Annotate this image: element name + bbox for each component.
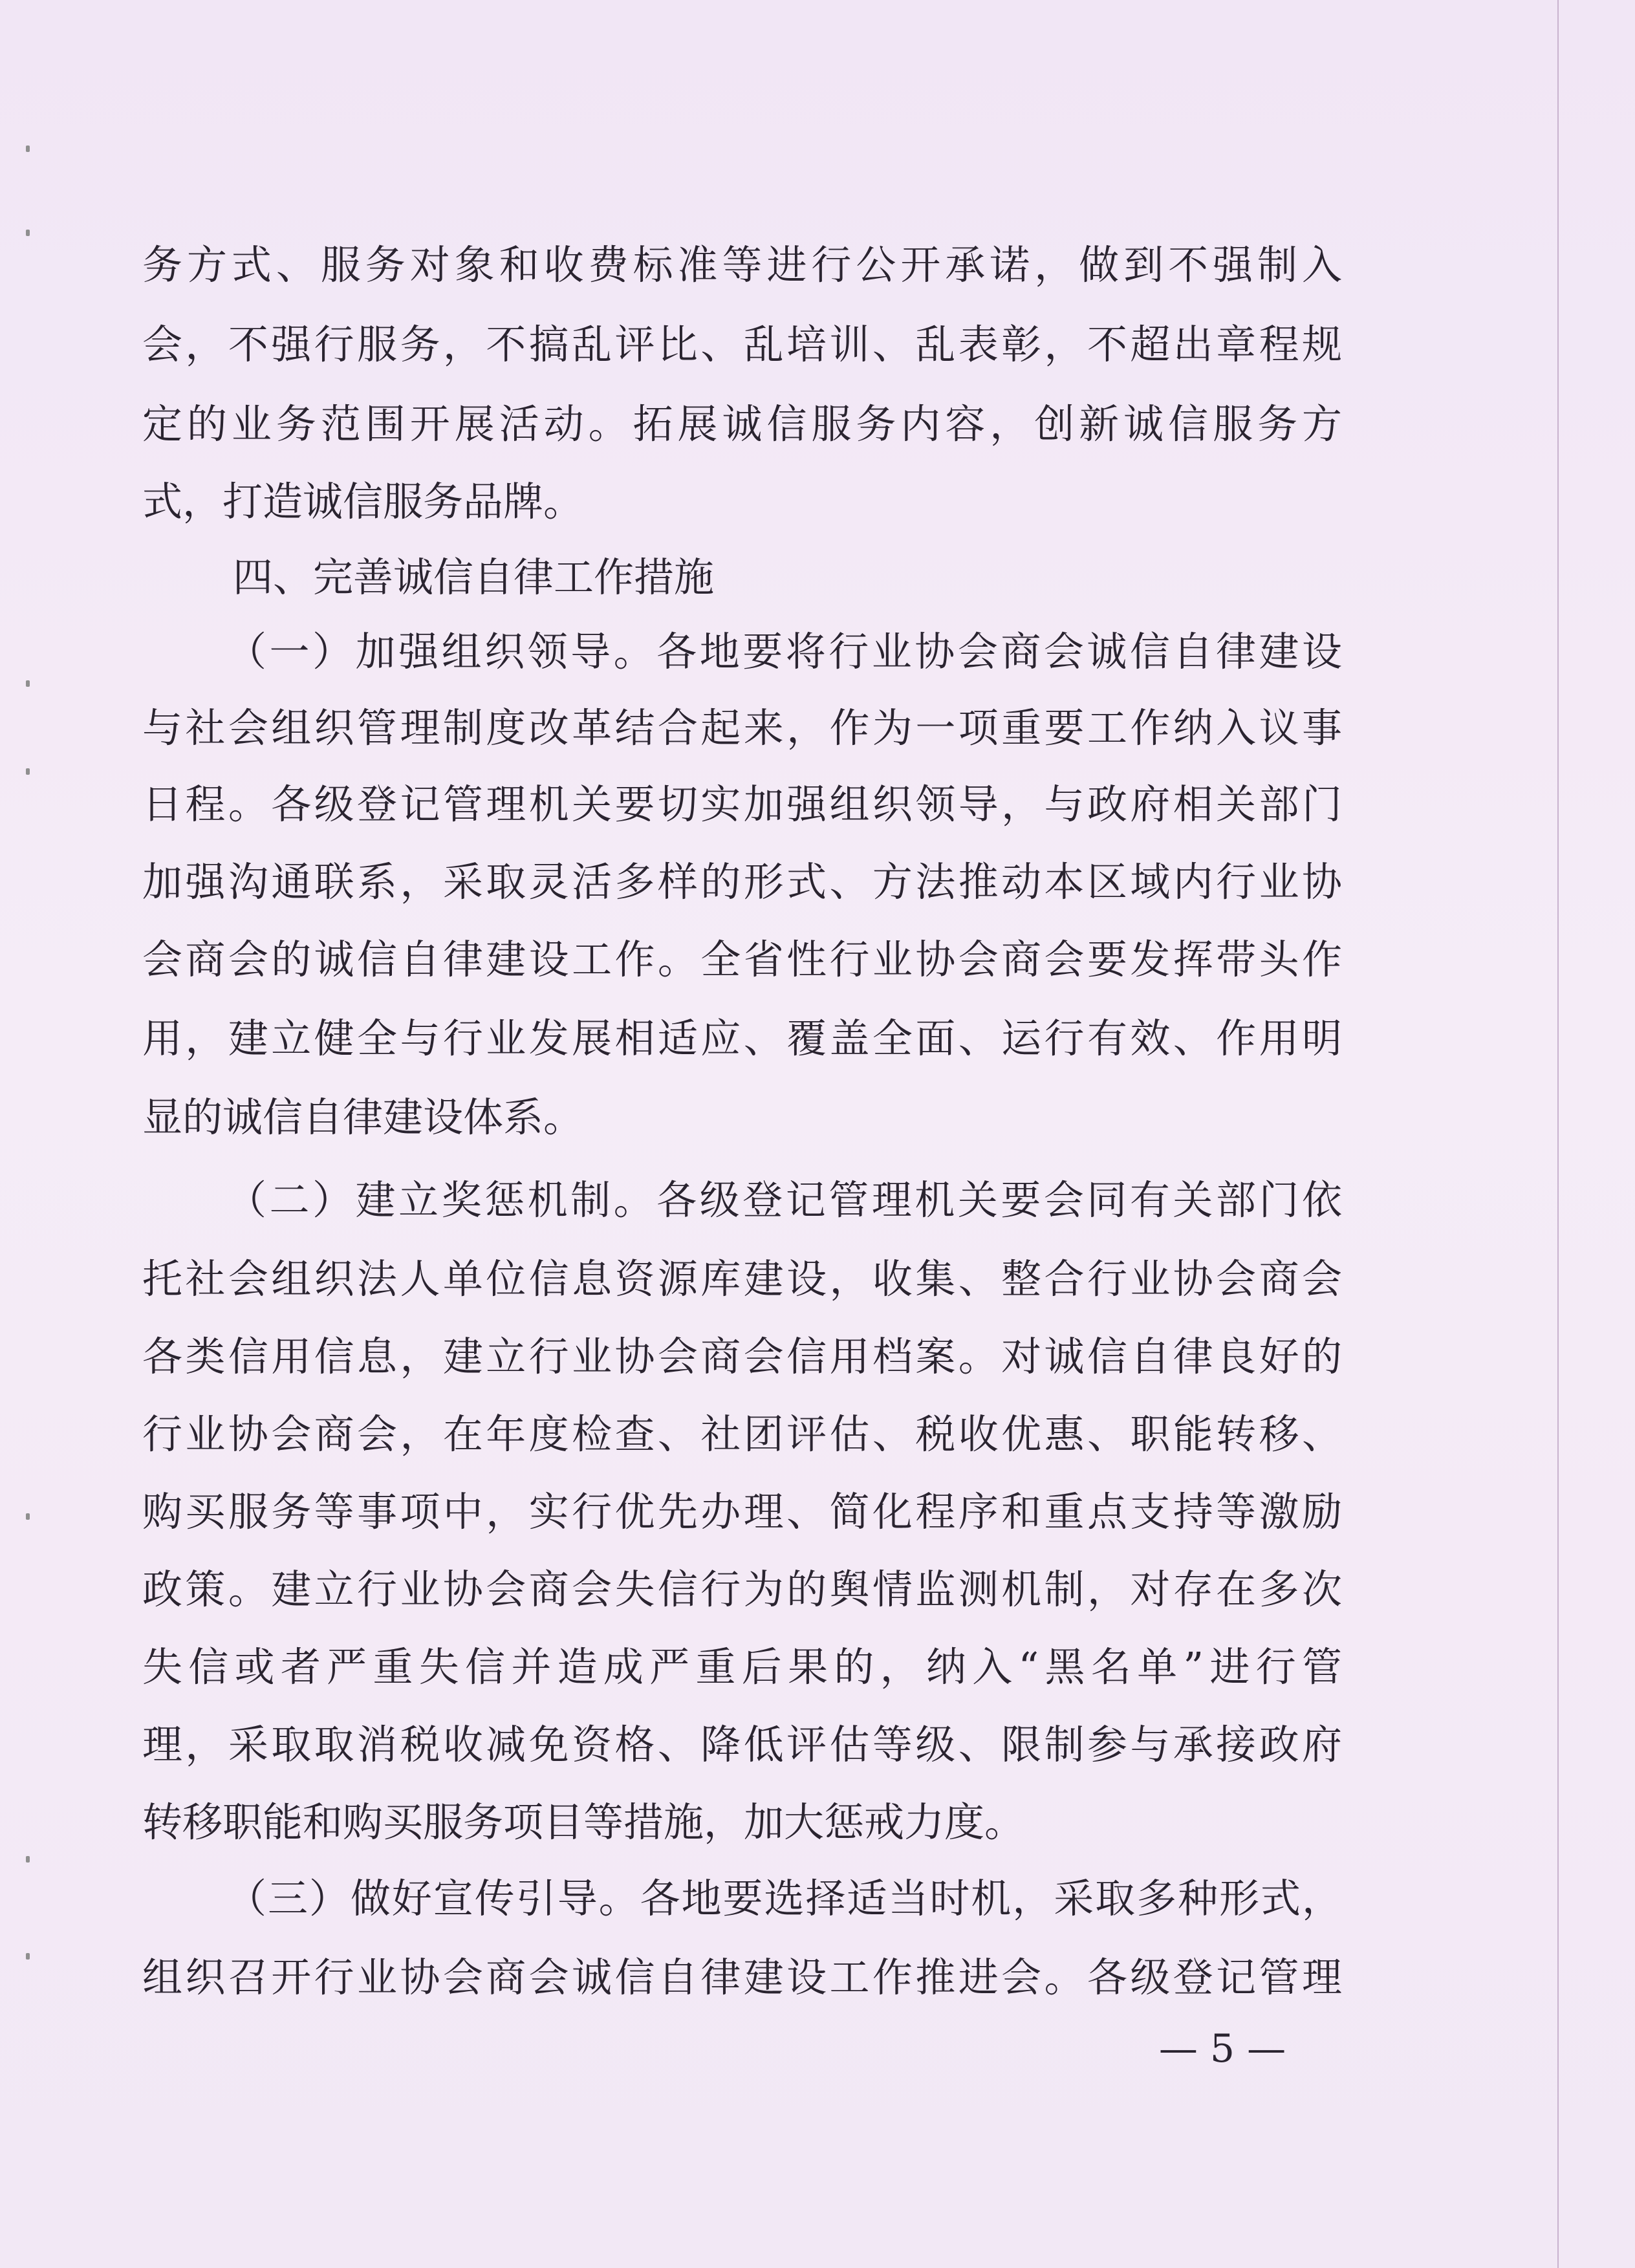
body-text-line: 理，采取取消税收减免资格、降低评估等级、限制参与承接政府 xyxy=(142,1721,1342,1768)
paragraph-first-line: （三）做好宣传引导。各地要选择适当时机，采取多种形式， xyxy=(226,1875,1342,1922)
scan-edge-mark xyxy=(26,146,30,152)
body-text-line: 政策。建立行业协会商会失信行为的舆情监测机制，对存在多次 xyxy=(142,1566,1342,1613)
body-text-line: 日程。各级登记管理机关要切实加强组织领导，与政府相关部门 xyxy=(142,781,1342,828)
section-heading: 四、完善诚信自律工作措施 xyxy=(233,554,715,601)
body-text-line: 务方式、服务对象和收费标准等进行公开承诺，做到不强制入 xyxy=(142,241,1342,288)
body-text-line: 定的业务范围开展活动。拓展诚信服务内容，创新诚信服务方 xyxy=(142,400,1342,448)
body-text-line: 式，打造诚信服务品牌。 xyxy=(142,478,584,525)
scan-edge-mark xyxy=(26,1953,30,1960)
body-text-line: 显的诚信自律建设体系。 xyxy=(142,1094,584,1141)
body-text-line: 托社会组织法人单位信息资源库建设，收集、整合行业协会商会 xyxy=(142,1255,1342,1302)
body-text-line: 各类信用信息，建立行业协会商会信用档案。对诚信自律良好的 xyxy=(142,1333,1342,1380)
body-text-line: 组织召开行业协会商会诚信自律建设工作推进会。各级登记管理 xyxy=(142,1954,1342,2001)
scan-edge-mark xyxy=(26,680,30,687)
body-text-line: 会，不强行服务，不搞乱评比、乱培训、乱表彰，不超出章程规 xyxy=(142,321,1342,368)
body-text-line: 转移职能和购买服务项目等措施，加大惩戒力度。 xyxy=(142,1798,1025,1846)
page-fold-line xyxy=(1557,0,1559,2268)
scan-edge-mark xyxy=(26,768,30,775)
scan-edge-mark xyxy=(26,1513,30,1520)
body-text-line: 行业协会商会，在年度检查、社团评估、税收优惠、职能转移、 xyxy=(142,1410,1342,1458)
paragraph-first-line: （二）建立奖惩机制。各级登记管理机关要会同有关部门依 xyxy=(226,1176,1342,1224)
body-text-line: 会商会的诚信自律建设工作。全省性行业协会商会要发挥带头作 xyxy=(142,936,1342,983)
page-number: — 5 — xyxy=(1158,2026,1286,2071)
scan-edge-mark xyxy=(26,230,30,236)
body-text-line: 用，建立健全与行业发展相适应、覆盖全面、运行有效、作用明 xyxy=(142,1015,1342,1062)
body-text-line: 与社会组织管理制度改革结合起来，作为一项重要工作纳入议事 xyxy=(142,704,1342,751)
body-text-line: 购买服务等事项中，实行优先办理、简化程序和重点支持等激励 xyxy=(142,1488,1342,1535)
body-text-line: 失信或者严重失信并造成严重后果的，纳入“黑名单”进行管 xyxy=(142,1643,1342,1690)
scan-edge-mark xyxy=(26,1856,30,1863)
paragraph-first-line: （一）加强组织领导。各地要将行业协会商会诚信自律建设 xyxy=(226,628,1342,675)
body-text-line: 加强沟通联系，采取灵活多样的形式、方法推动本区域内行业协 xyxy=(142,858,1342,905)
